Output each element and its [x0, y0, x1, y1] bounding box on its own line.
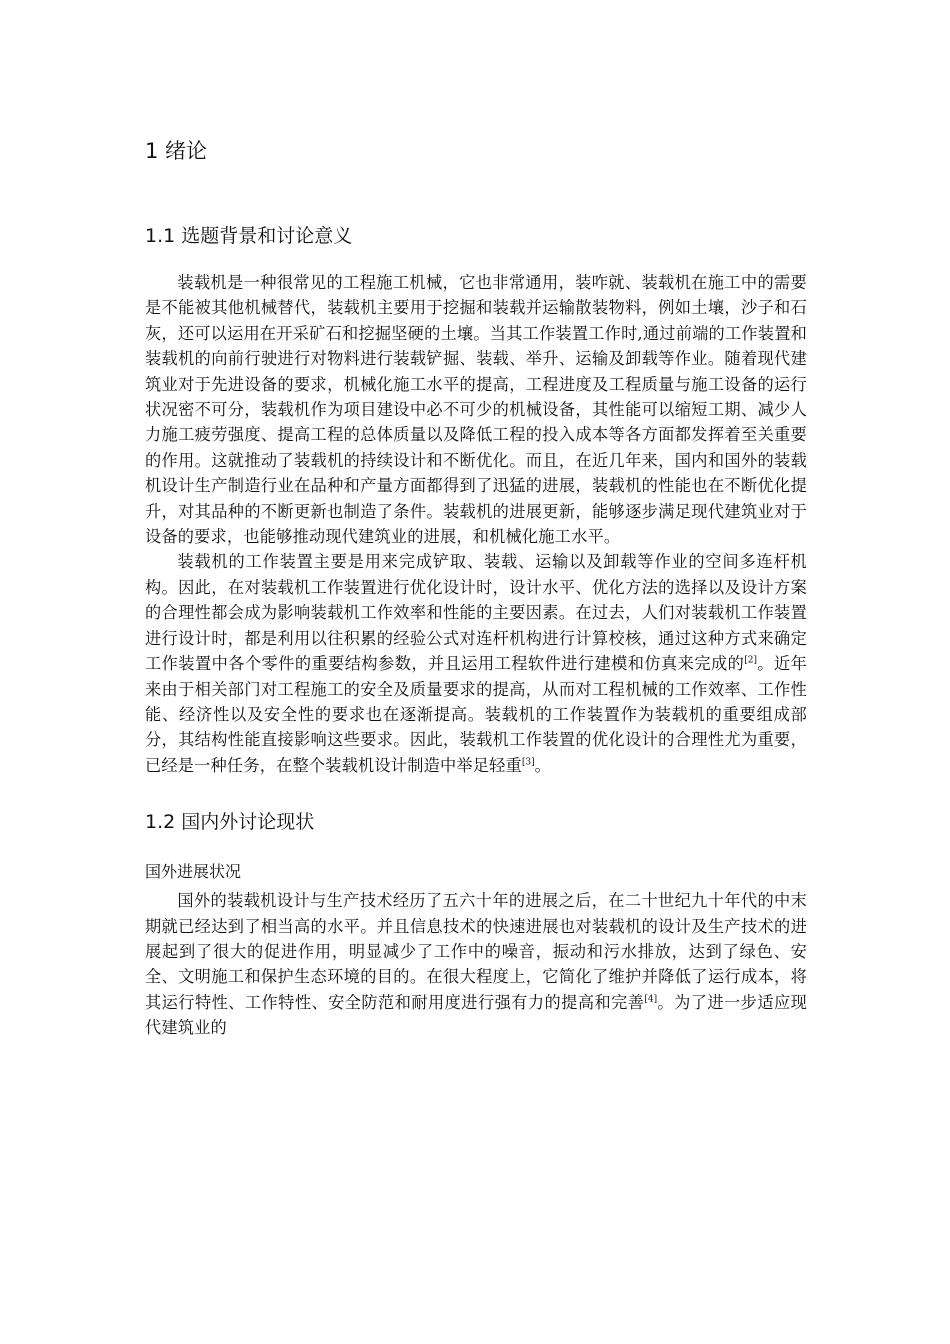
- paragraph-text: 装载机的工作装置主要是用来完成铲取、装载、运输以及卸载等作业的空间多连杆机构。因此，在对装载机工作装置进行优化设计时，设计水平、优化方法的选择以及设计方案的合理性都会成为影响装载机工作效率和性能的主要因素。在过去，人们对装载机工作装置进行设计时，都是利用以往积累的经验公式对连杆机构进行计算校核，通过这种方式来确定工作装置中各个零件的重要结构参数，并且运用工程软件进行建模和仿真来完成的: [145, 552, 807, 674]
- citation-ref: [4]: [644, 994, 658, 1005]
- paragraph-text: 。: [534, 755, 552, 775]
- paragraph-text: 国外的装载机设计与生产技术经历了五六十年的进展之后，在二十世纪九十年代的中末期就已经达到了相当高的水平。并且信息技术的快速进展也对装载机的设计及生产技术的进展起到了很大的促进作用，明显减少了工作中的噪音，振动和污水排放，达到了绿色、安全、文明施工和保护生态环境的目的。在很大程度上，它简化了维护并降低了运行成本，将其运行特性、工作特性、安全防范和耐用度进行强有力的提高和完善: [145, 891, 807, 1012]
- section-title-research-status: 1.2 国内外讨论现状: [145, 811, 315, 834]
- section-title-background: 1.1 选题背景和讨论意义: [145, 225, 353, 247]
- paragraph-text: 。近年来由于相关部门对工程施工的安全及质量要求的提高，从而对工程机械的工作效率、工作性能、经济性以及安全性的要求也在逐渐提高。装载机的工作装置作为装载机的重要组成部分，其结构性能直接影响这些要求。因此，装载机工作装置的优化设计的合理性尤为重要，已经是一种任务，在整个装载机设计制造中举足轻重: [145, 654, 807, 775]
- subsection-title-foreign: 国外进展状况: [145, 862, 242, 882]
- paragraph-text: 。为了进一步适应现代建筑业的: [145, 992, 807, 1038]
- paragraph-loader-overview: 装载机是一种很常见的工程施工机械，它也非常通用，装咋就、装载机在施工中的需要是不能被其他机械替代，装载机主要用于挖掘和装载并运输散装物料，例如土壤，沙子和石灰，还可以运用在开采矿石和挖掘坚硬的土壤。当其工作装置工作时,通过前端的工作装置和装载机的向前行驶进行对物料进行装载铲掘、装载、举升、运输及卸载等作业。随着现代建筑业对于先进设备的要求，机械化施工水平的提高，工程进度及工程质量与施工设备的运行状况密不可分，装载机作为项目建设中必不可少的机械设备，其性能可以缩短工期、减少人力施工疲劳强度、提高工程的总体质量以及降低工程的投入成本等各方面都发挥着至关重要的作用。这就推动了装载机的持续设计和不断优化。而且，在近几年来，国内和国外的装载机设计生产制造行业在品种和产量方面都得到了迅猛的进展，装载机的性能也在不断优化提升，对其品种的不断更新也制造了条件。装载机的进展更新，能够逐步满足现代建筑业对于设备的要求，也能够推动现代建筑业的进展，和机械化施工水平。: [145, 273, 807, 547]
- citation-ref: [2]: [744, 655, 758, 666]
- paragraph-foreign-progress: [145, 888, 807, 1040]
- document-body: [145, 136, 807, 1041]
- paragraph-working-device: [145, 549, 807, 778]
- citation-ref: [3]: [521, 757, 535, 768]
- chapter-title: 1 绪论: [145, 139, 208, 163]
